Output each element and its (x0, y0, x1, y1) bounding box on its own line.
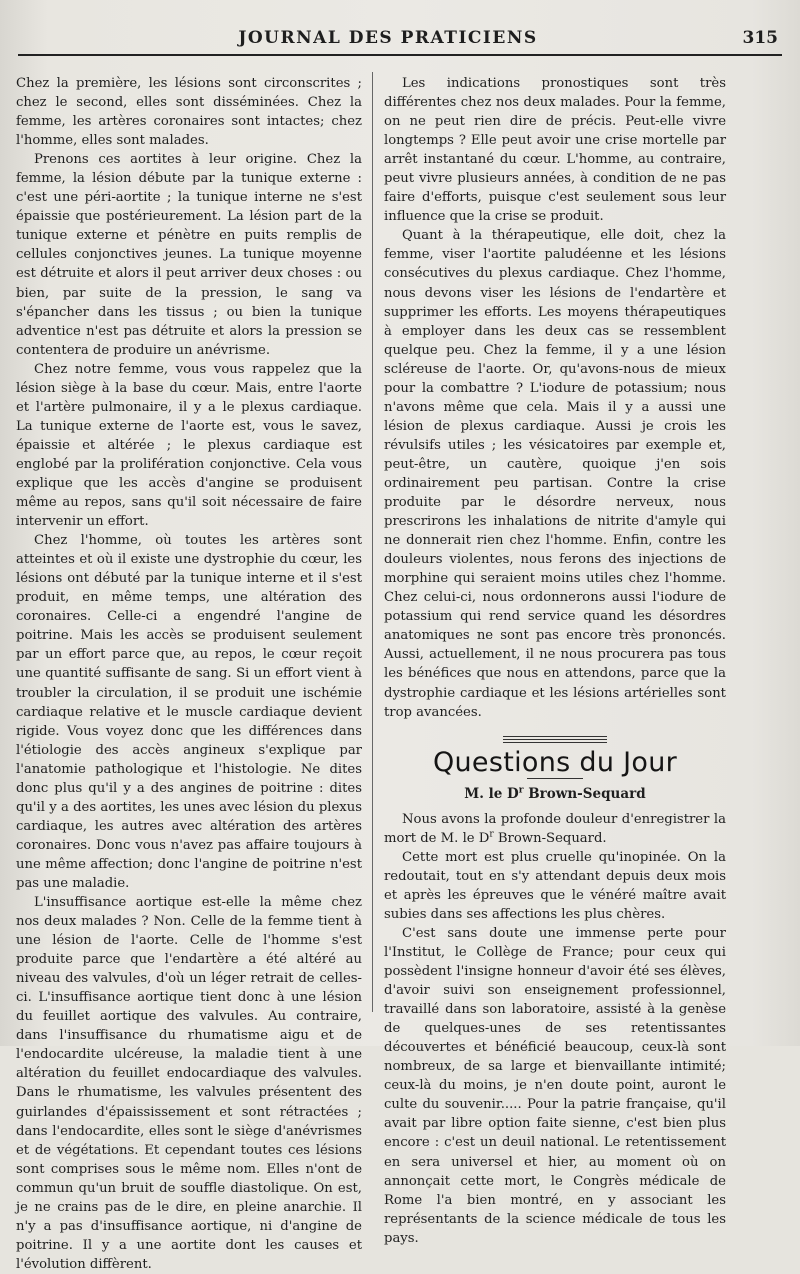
section-ornament (503, 736, 607, 743)
left-paragraph-3: Chez notre femme, vous vous rappelez que la lésion siège à la base du cœur. Mais, entre l'aorte et l'artère pulmonaire, il y a le plexus cardiaque. La tunique externe de l'aorte est, vous le savez, épaissie et altérée ; le plexus cardiaque est englobé par la prolifération conjonctive. Cela vous explique que les accès d'angine se produisent même au repos, sans qu'il soit nécessaire de faire intervenir un effort. (16, 361, 362, 530)
section-title: Questions du Jour (432, 746, 678, 778)
right-paragraph-4: Cette mort est plus cruelle qu'inopinée. On la redoutait, tout en s'y attendant depuis deux mois et après les épreuves que le vénéré maître avait subies dans ses affections les plus chères. (384, 849, 726, 922)
ornament-rule-1 (503, 736, 607, 737)
right-column (384, 74, 726, 1248)
subtitle-name: Brown-Sequard (523, 785, 646, 802)
right-paragraph-1: Les indications pronostiques sont très différentes chez nos deux malades. Pour la femme, on ne peut rien dire de précis. Peut-elle vivre longtemps ? Elle peut avoir une crise mortelle par arrêt instantané du cœur. L'homme, au contraire, peut vivre plusieurs années, à condition de ne pas faire d'efforts, puisque c'est seulement sous leur influence que la crise se produit. (384, 76, 726, 225)
page-number: 315 (742, 28, 778, 48)
section-title-rule (527, 778, 583, 779)
left-paragraph-5: L'insuffisance aortique est-elle la même chez nos deux malades ? Non. Celle de la femme tient à une lésion de l'aorte. Celle de l'homme s'est produite parce que l'endartère a été altéré au niveau des valvules, d'où un léger retrait de celles-ci. L'insuffisance aortique tient donc à une lésion du feuillet aortique des valvules. Au contraire, dans l'insuffisance du rhumatisme aigu et de l'endocardite ulcéreuse, la maladie tient à une altération du feuillet endocardiaque des valvules. Dans le rhumatisme, les valvules présentent des guirlandes d'épaississement et sont rétractées ; dans l'endocardite, elles sont le siège d'anévrismes et de végétations. Et cependant toutes ces lésions sont comprises sous le même nom. Elles n'ont de commun qu'un bruit de souffle diastolique. On est, je ne crains pas de le dire, en pleine anarchie. Il n'y a pas d'insuffisance aortique, ni d'angine de poitrine. Il y a une aortite dont les causes et l'évolution diffèrent. (16, 895, 362, 1272)
journal-title: JOURNAL DES PRATICIENS (238, 28, 538, 48)
right-paragraph-5: C'est sans doute une immense perte pour l'Institut, le Collège de France; pour ceux qui possèdent l'insigne honneur d'avoir été ses élèves, d'avoir suivi son enseignement professionnel, travaillé dans son laboratoire, assisté à la genèse de quelques-unes de ses retentissantes découvertes et bénéficié beaucoup, ceux-là sont nombreux, de sa large et bienvaillante intimité; ceux-là du moins, je n'en doute point, auront le culte du souvenir..... Pour la patrie française, qu'il avait par libre option faite sienne, c'est bien plus encore : c'est un deuil national. Le retentissement en sera universel et hier, au moment où on annonçait cette mort, le Congrès médicale de Rome l'a bien montré, en y associant les représentants de la science médicale de tous les pays. (384, 925, 726, 1246)
page-header (18, 28, 782, 54)
left-column (16, 74, 362, 1274)
right-paragraph-2: Quant à la thérapeutique, elle doit, chez la femme, viser l'aortite paludéenne et les lésions consécutives du plexus cardiaque. Chez l'homme, nous devons viser les lésions de l'endartère et supprimer les efforts. Les moyens thérapeutiques à employer dans les deux cas se ressemblent quelque peu. Chez la femme, il y a une lésion scléreuse de l'aorte. Or, qu'avons-nous de mieux pour la combattre ? L'iodure de potassium; nous n'avons même que cela. Mais il y a aussi une lésion de plexus cardiaque. Aussi je crois les révulsifs utiles ; les vésicatoires par exemple et, peut-être, un cautère, quoique j'en sois ordinairement peu partisan. Contre la crise produite par le désordre nerveux, nous prescrirons les inhalations de nitrite d'amyle qui ne donnerait rien chez l'homme. Enfin, contre les douleurs violentes, nous ferons des injections de morphine qui seraient moins utiles chez l'homme. Chez celui-ci, nous ordonnerons aussi l'iodure de potassium qui rend service quand les désordres anatomiques ne sont pas encore très prononcés. Aussi, actuellement, il ne nous procurera pas tous les bénéfices que nous en attendons, parce que la dystrophie cardiaque et les lésions artérielles sont trop avancées. (384, 228, 726, 720)
right-paragraph-3 (384, 810, 726, 848)
ornament-rule-3 (503, 742, 607, 743)
right-paragraph-3-end: Brown-Sequard. (493, 830, 607, 846)
subtitle-superscript: r (518, 785, 524, 796)
right-paragraph-3-start: Nous avons la profonde douleur d'enregistrer la mort de M. le D (384, 811, 726, 846)
column-divider (372, 72, 373, 1012)
left-paragraph-4: Chez l'homme, où toutes les artères sont atteintes et où il existe une dystrophie du cœur, les lésions ont débuté par la tunique interne et il s'est produit, en même temps, une altération des coronaires. Celle-ci a engendré l'angine de poitrine. Mais les accès se produisent seulement par un effort parce que, au repos, le cœur reçoit une quantité suffisante de sang. Si un effort vient à troubler la circulation, il se produit une ischémie cardiaque relative et le muscle cardiaque devient rigide. Vous voyez donc que les différences dans l'étiologie des accès angineux s'explique par l'anatomie pathologique et l'histologie. Ne dites donc plus qu'il y a des angines de poitrine : dites qu'il y a des aortites, les unes avec lésion du plexus cardiaque, les autres avec altération des artères coronaires. Donc vous n'avez pas affaire toujours à une même affection; donc l'angine de poitrine n'est pas une maladie. (16, 533, 362, 891)
ornament-rule-2 (503, 739, 607, 740)
header-rule (18, 54, 782, 56)
left-paragraph-2: Prenons ces aortites à leur origine. Chez la femme, la lésion débute par la tunique externe : c'est une péri-aortite ; la tunique interne ne s'est épaissie que postérieurement. La lésion part de la tunique externe et pénètre en puits remplis de cellules conjonctives jeunes. La tunique moyenne est détruite et alors il peut arriver deux choses : ou bien, par suite de la pression, le sang va s'épancher dans les tissus ; ou bien la tunique adventice n'est pas détruite et alors la pression se contentera de produire un anévrisme. (16, 152, 362, 358)
left-paragraph-1: Chez la première, les lésions sont circonscrites ; chez le second, elles sont disséminées. Chez la femme, les artères coronaires sont intactes; chez l'homme, elles sont malades. (16, 76, 362, 149)
subtitle-prefix: M. le D (464, 785, 519, 802)
right-paragraph-3-superscript: r (489, 829, 494, 840)
article-subtitle (384, 785, 726, 804)
